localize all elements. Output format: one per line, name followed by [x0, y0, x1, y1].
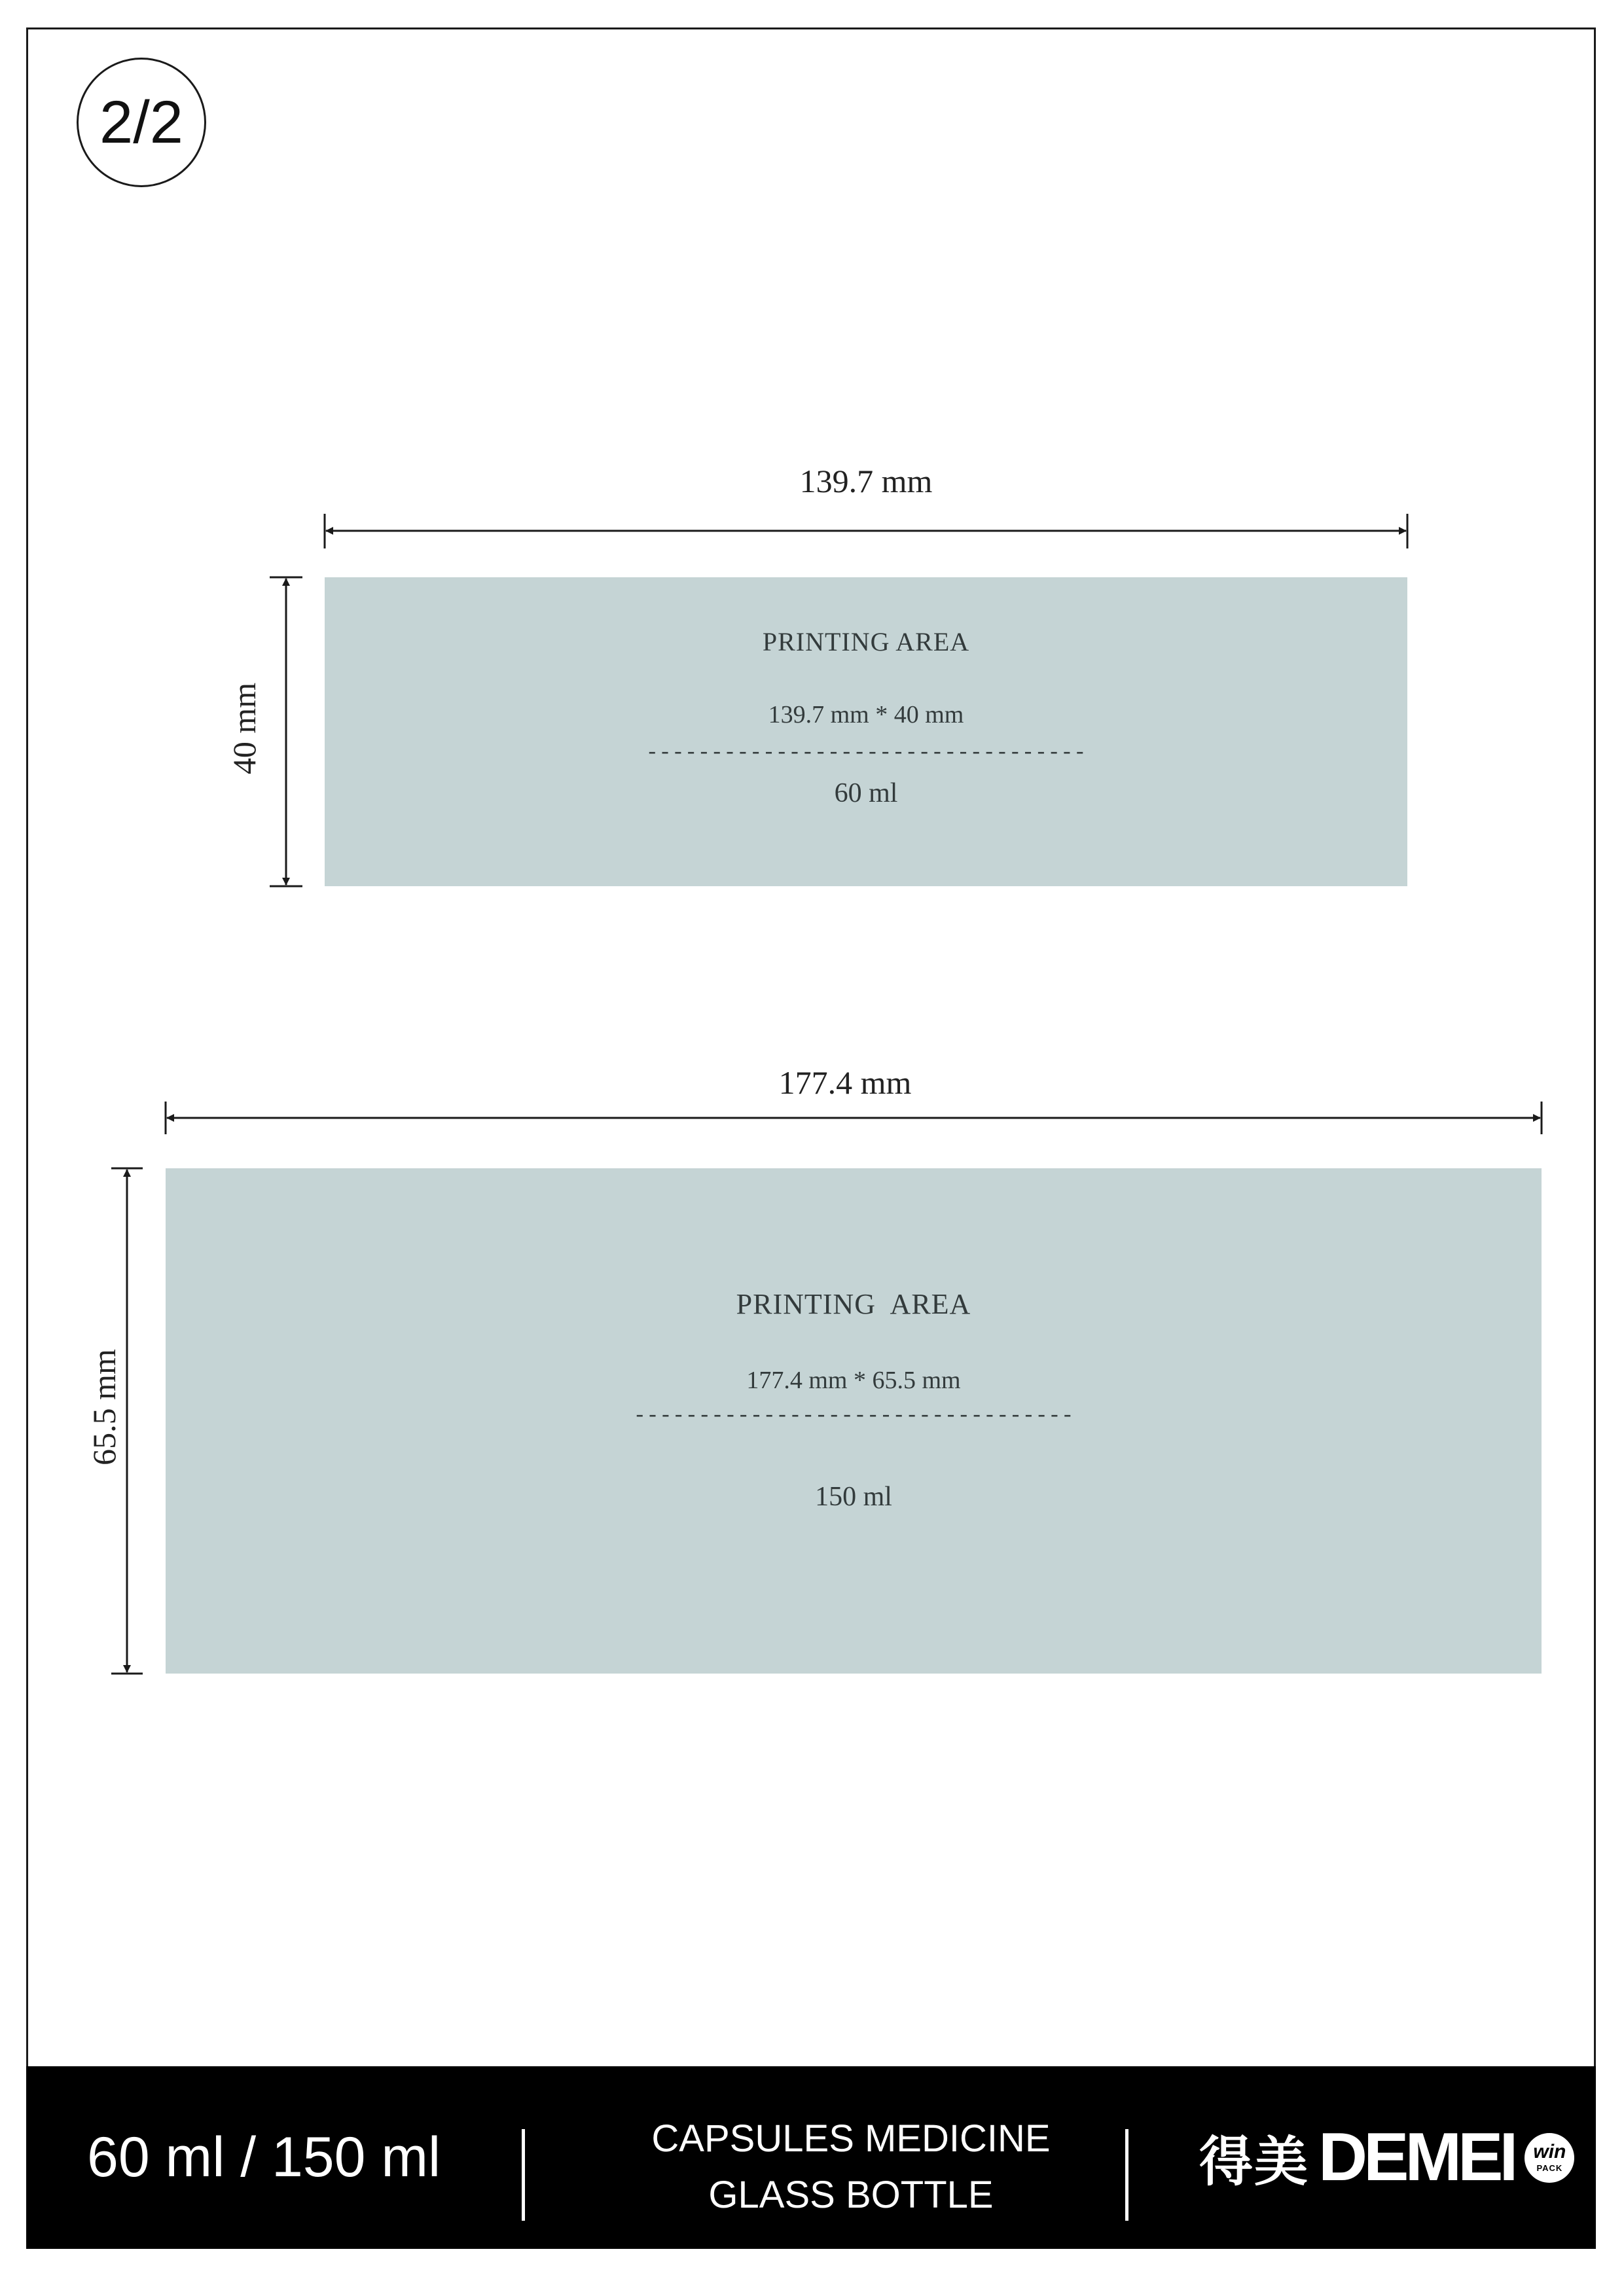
footer-volumes: 60 ml / 150 ml — [87, 2126, 441, 2189]
bottle-volume: 60 ml — [834, 778, 898, 808]
footer-divider — [1125, 2129, 1128, 2221]
product-line-2: GLASS BOTTLE — [708, 2174, 994, 2216]
printing-area-60ml — [325, 577, 1407, 886]
brand-logo — [1199, 2066, 1574, 2249]
printing-area-title: PRINTING AREA — [762, 627, 970, 656]
brand-english-name: DEMEI — [1318, 2119, 1515, 2195]
height-dimension-label: 65.5 mm — [86, 1349, 122, 1465]
divider: ---------------------------------- — [633, 1404, 1074, 1428]
bottle-volume: 150 ml — [815, 1482, 892, 1512]
printing-area-150ml — [166, 1168, 1542, 1674]
brand-chinese-name: 得美 — [1199, 2131, 1310, 2193]
footer-bar — [26, 2066, 1596, 2249]
width-dimension-label: 139.7 mm — [799, 463, 933, 499]
footer-divider — [522, 2129, 525, 2221]
height-dimension-label: 40 mm — [226, 682, 262, 775]
logo-mark-top: win — [1533, 2140, 1566, 2162]
printing-area-size: 177.4 mm * 65.5 mm — [746, 1367, 961, 1394]
win-pack-logo-icon — [1525, 2133, 1574, 2183]
width-dimension-label: 177.4 mm — [778, 1064, 912, 1101]
page-number-badge: 2/2 — [77, 58, 206, 187]
printing-area-title: PRINTING AREA — [736, 1288, 971, 1320]
product-line-1: CAPSULES MEDICINE — [651, 2117, 1051, 2160]
footer-product-name — [550, 2111, 1152, 2223]
printing-area-size: 139.7 mm * 40 mm — [768, 701, 964, 728]
divider: ---------------------------------- — [645, 741, 1087, 765]
logo-mark-bottom: PACK — [1536, 2162, 1563, 2173]
